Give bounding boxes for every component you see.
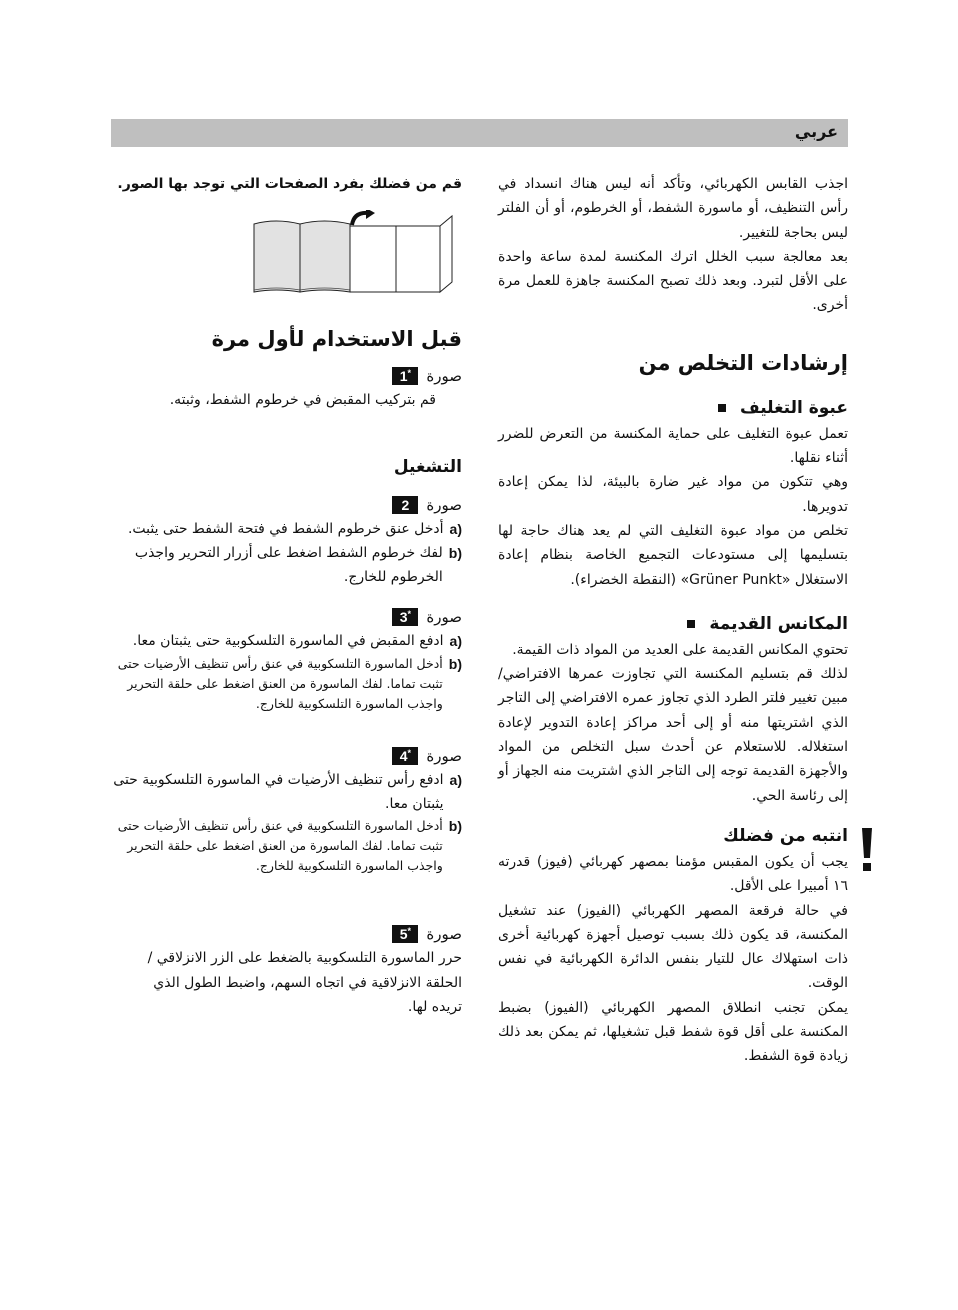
left-column (108, 172, 462, 1019)
intro-paragraph-1: اجذب القابس الكهربائي، وتأكد أنه ليس هناك انسداد في رأس التنظيف، أو ماسورة الشفط، أو الخرطوم، أو أن الفلتر ليس بحاجة للتغيير. (498, 176, 848, 241)
warning-paragraph-2: في حالة فرقعة المصهر الكهربائي (الفيوز) عند تشغيل المكنسة، قد يكون ذلك بسبب توصيل أجهزة كهربائية أخرى ذات استهلاك عال للتيار بنفس الدائرة الكهربائية في نفس الوقت. (498, 902, 848, 992)
square-bullet-icon (718, 404, 726, 412)
packaging-paragraph-2: وهي تتكون من مواد غير ضارة بالبيئة، لذا يمكن إعادة تدويرها. (498, 474, 848, 515)
step-text: أدخل الماسورة التلسكوبية في عنق رأس تنظيف الأرضيات حتى تثبت تماما. لفك الماسورة من العنق اضغط على حلقة التحرير واجذب الماسورة التلسكوبية للخارج. (117, 818, 443, 874)
step-text: ادفع رأس تنظيف الأرضيات في الماسورة التلسكوبية حتى يثبتان معا. (113, 771, 444, 813)
warning-paragraph-1: يجب أن يكون المقبس مؤمنا بمصهر كهربائي (فيوز) قدرته ١٦ أمبيرا على الأقل. (498, 853, 848, 895)
old-appliances-title: المكانس القديمة (709, 613, 848, 634)
warning-paragraph-3: يمكن تجنب انطلاق المصهر الكهربائي (الفيوز) بضبط المكنسة على أقل قوة شفط قبل تشغيلها، ثم يمكن بعد ذلك زيادة قوة الشفط. (498, 999, 848, 1065)
figure-4-step-b (108, 816, 462, 876)
figure-1-badge: 1* (392, 367, 418, 385)
step-text: ادفع المقبض في الماسورة التلسكوبية حتى يثبتان معا. (132, 633, 444, 650)
figure-3-badge: 3* (392, 608, 418, 626)
step-key: a) (449, 520, 462, 537)
disposal-title: إرشادات التخلص من (638, 350, 848, 375)
figure-2-badge: 2 (392, 496, 418, 514)
unfold-pages-icon (248, 210, 458, 300)
figure-4-step-a (108, 768, 462, 817)
step-text: أدخل الماسورة التلسكوبية في عنق رأس تنظيف الأرضيات حتى تثبت تماما. لفك الماسورة من العنق اضغط على حلقة التحرير واجذب الماسورة التلسكوبية للخارج. (117, 655, 443, 711)
packaging-paragraph-3: تخلص من مواد عبوة التغليف التي لم يعد هناك حاجة لها بتسليمها إلى مستودعات التجميع الخاصة بنظام إعادة الاستغلال «Grüner Punkt» (النقطة الخضراء). (498, 522, 848, 588)
figure-4-badge: 4* (392, 747, 418, 765)
intro-paragraph-2: بعد معالجة سبب الخلل اترك المكنسة لمدة ساعة واحدة على الأقل لتبرد. وبعد ذلك تصبح المكنسة جاهزة للعمل مرة أخرى. (498, 248, 848, 314)
step-text: لفك خرطوم الشفط اضغط على أزرار التحرير واجذب الخرطوم للخارج. (134, 544, 443, 586)
figure-word: صورة (426, 925, 462, 944)
before-first-use-title: قبل الاستخدام لأول مرة (211, 327, 462, 352)
warning-title: انتبه من فضلك (723, 825, 848, 846)
figure-word: صورة (426, 367, 462, 386)
unfold-note: قم من فضلك بفرد الصفحات التي توجد بها الصور. (117, 176, 462, 192)
step-key: a) (449, 633, 462, 650)
warning-block (498, 822, 848, 1069)
figure-word: صورة (426, 746, 462, 765)
step-key: b) (448, 655, 462, 672)
figure-5-text: حرر الماسورة التلسكوبية بالضغط على الزر الانزلاقي / الحلقة الانزلاقية في اتجاه السهم، واضبط الطول الذي تريده لها. (147, 950, 462, 1015)
exclamation-icon (862, 828, 872, 872)
operation-title: التشغيل (393, 456, 462, 477)
step-key: b) (448, 544, 462, 561)
packaging-title: عبوة التغليف (739, 397, 848, 418)
figure-3-step-a (108, 629, 462, 653)
figure-5-label (108, 922, 462, 946)
figure-word: صورة (426, 495, 462, 514)
figure-3-label (108, 605, 462, 629)
square-bullet-icon (687, 620, 695, 628)
right-column (498, 172, 848, 1069)
packaging-paragraph-1: تعمل عبوة التغليف على حماية المكنسة من التعرض للضرر أثناء نقلها. (498, 425, 848, 467)
figure-3-step-b (108, 654, 462, 714)
step-key: a) (449, 771, 462, 788)
figure-2-step-b (108, 541, 462, 590)
step-key: b) (448, 818, 462, 835)
figure-2-label (108, 493, 462, 517)
figure-1-text: قم بتركيب المقبض في خرطوم الشفط، وثبته. (169, 392, 436, 409)
figure-4-label (108, 744, 462, 768)
figure-word: صورة (426, 608, 462, 627)
figure-1-label (108, 364, 462, 388)
fold-out-pages-illustration (108, 210, 462, 310)
language-header-bar (111, 119, 848, 147)
packaging-heading (498, 394, 848, 422)
figure-5-badge: 5* (392, 925, 418, 943)
figure-2-step-a (108, 517, 462, 541)
old-appliances-heading (498, 610, 848, 638)
old-appliances-paragraph-2: لذلك قم بتسليم المكنسة التي تجاوزت عمرها الافتراضي/مبين تغيير فلتر الطرد الذي تجاوز عمره الافتراضي إلى التاجر الذي اشتريتها منه أو إلى أحد مراكز إعادة التدوير لإعادة استغلاله. للاستعلام عن أحدث سبل التخلص من المواد والأجهزة القديمة توجه إلى التاجر الذي اشتريت منه الجهاز أو إلى رئاسة الحي. (498, 666, 848, 804)
language-label: عربي (794, 122, 838, 141)
old-appliances-paragraph-1: تحتوي المكانس القديمة على العديد من المواد ذات القيمة. (512, 641, 848, 658)
step-text: أدخل عنق خرطوم الشفط في فتحة الشفط حتى يثبت. (127, 520, 444, 537)
